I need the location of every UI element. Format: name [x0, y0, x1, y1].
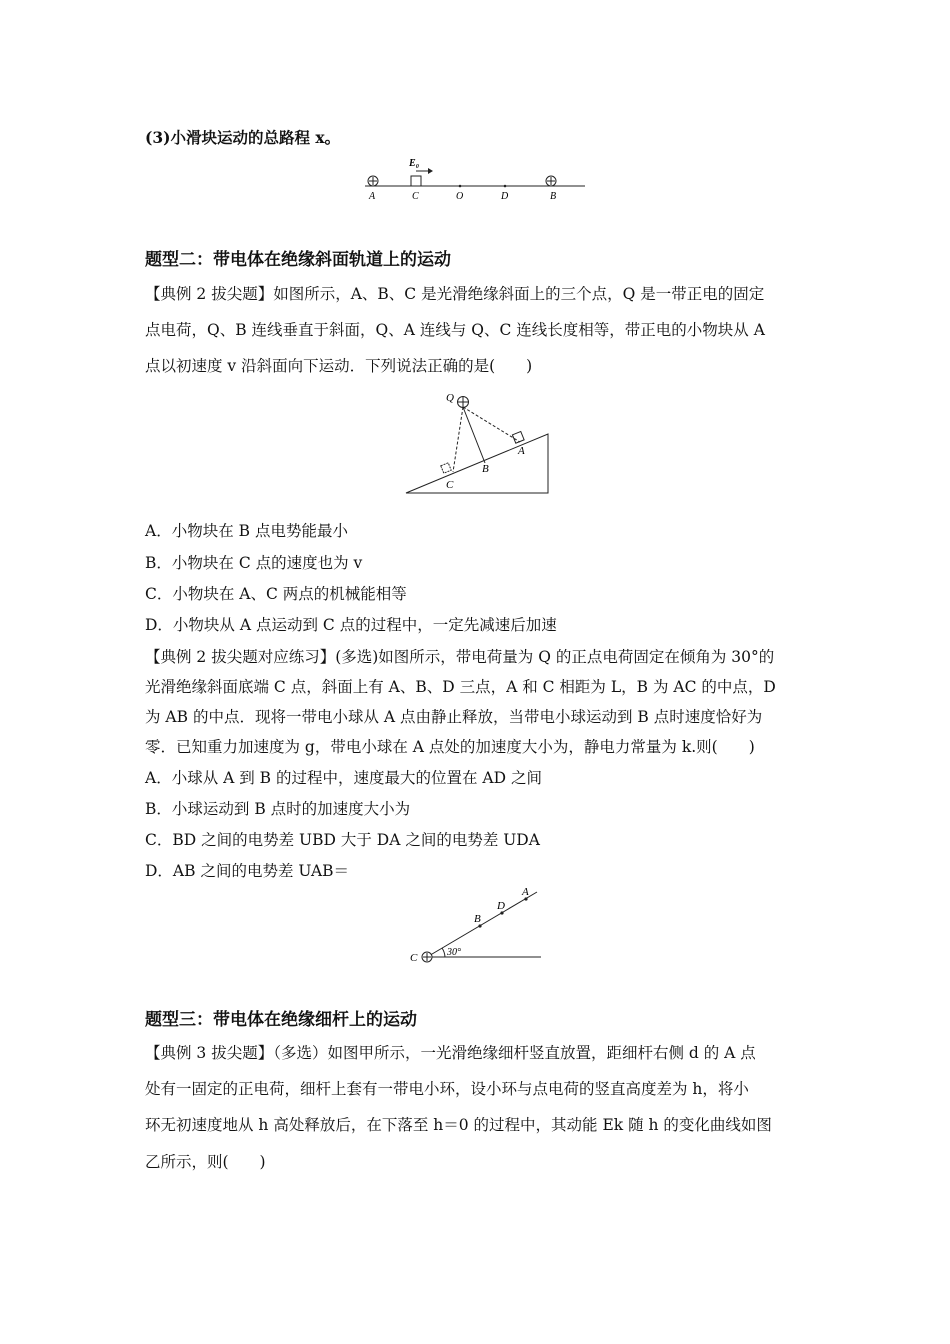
- label-d: D: [497, 900, 505, 912]
- practice-line-3: 为 AB 的中点．现将一带电小球从 A 点由静止释放，当带电小球运动到 B 点时速度恰好为: [145, 708, 763, 726]
- example-3-line-2: 处有一固定的正电荷，细杆上套有一带电小环，设小环与点电荷的竖直高度差为 h，将小: [145, 1080, 749, 1098]
- figure-30deg-incline: [405, 884, 545, 968]
- practice-option-b: B．小球运动到 B 点时的加速度大小为: [145, 800, 411, 818]
- label-b: B: [482, 463, 489, 475]
- label-o: O: [456, 191, 464, 202]
- plus-charge-icon: [546, 176, 556, 186]
- label-b: B: [550, 191, 557, 202]
- label-c: C: [412, 191, 419, 202]
- figure-incline: [400, 388, 560, 500]
- practice-line-1: 【典例 2 拔尖题对应练习】(多选)如图所示，带电荷量为 Q 的正点电荷固定在倾角为 30°的: [145, 648, 775, 666]
- plus-charge-icon: [458, 397, 469, 408]
- option-c: C．小物块在 A、C 两点的机械能相等: [145, 585, 407, 603]
- label-c: C: [446, 479, 454, 491]
- section-3-title: 题型三：带电体在绝缘细杆上的运动: [145, 1010, 417, 1030]
- figure-charges-line: [360, 152, 590, 204]
- practice-option-c: C．BD 之间的电势差 UBD 大于 DA 之间的电势差 UDA: [145, 831, 540, 849]
- plus-charge-icon: [422, 952, 432, 962]
- label-c: C: [410, 952, 418, 964]
- example-2-line-1: 【典例 2 拔尖题】如图所示，A、B、C 是光滑绝缘斜面上的三个点，Q 是一带正电的固定: [145, 285, 765, 303]
- label-q: Q: [446, 392, 454, 404]
- field-label: E₀: [409, 158, 420, 169]
- plus-charge-icon: [368, 176, 378, 186]
- label-b: B: [474, 913, 481, 925]
- question-3: (3)小滑块运动的总路程 x。: [145, 128, 341, 147]
- example-2-line-3: 点以初速度 v 沿斜面向下运动．下列说法正确的是( ): [145, 357, 533, 375]
- option-d: D．小物块从 A 点运动到 C 点的过程中，一定先减速后加速: [145, 616, 557, 634]
- practice-option-d: D．AB 之间的电势差 UAB＝: [145, 862, 350, 880]
- label-a: A: [369, 191, 376, 202]
- example-3-line-1: 【典例 3 拔尖题】（多选）如图甲所示，一光滑绝缘细杆竖直放置，距细杆右侧 d 的 A 点: [145, 1044, 756, 1062]
- option-a: A．小物块在 B 点电势能最小: [145, 522, 348, 540]
- label-a: A: [522, 886, 529, 898]
- example-2-line-2: 点电荷，Q、B 连线垂直于斜面，Q、A 连线与 Q、C 连线长度相等，带正电的小物块从 A: [145, 321, 765, 339]
- option-b: B．小物块在 C 点的速度也为 v: [145, 554, 363, 572]
- example-3-line-3: 环无初速度地从 h 高处释放后，在下落至 h＝0 的过程中，其动能 Ek 随 h 的变化曲线如图: [145, 1116, 772, 1134]
- example-3-line-4: 乙所示，则( ): [145, 1153, 266, 1171]
- section-2-title: 题型二：带电体在绝缘斜面轨道上的运动: [145, 250, 451, 270]
- angle-label: 30°: [447, 947, 461, 958]
- label-a: A: [518, 445, 525, 457]
- practice-line-2: 光滑绝缘斜面底端 C 点，斜面上有 A、B、D 三点，A 和 C 相距为 L，B 为 AC 的中点，D: [145, 678, 776, 696]
- practice-option-a: A．小球从 A 到 B 的过程中，速度最大的位置在 AD 之间: [145, 769, 542, 787]
- label-d: D: [501, 191, 509, 202]
- block-icon: [411, 176, 421, 186]
- practice-line-4: 零．已知重力加速度为 g，带电小球在 A 点处的加速度大小为，静电力常量为 k.则( ): [145, 738, 755, 756]
